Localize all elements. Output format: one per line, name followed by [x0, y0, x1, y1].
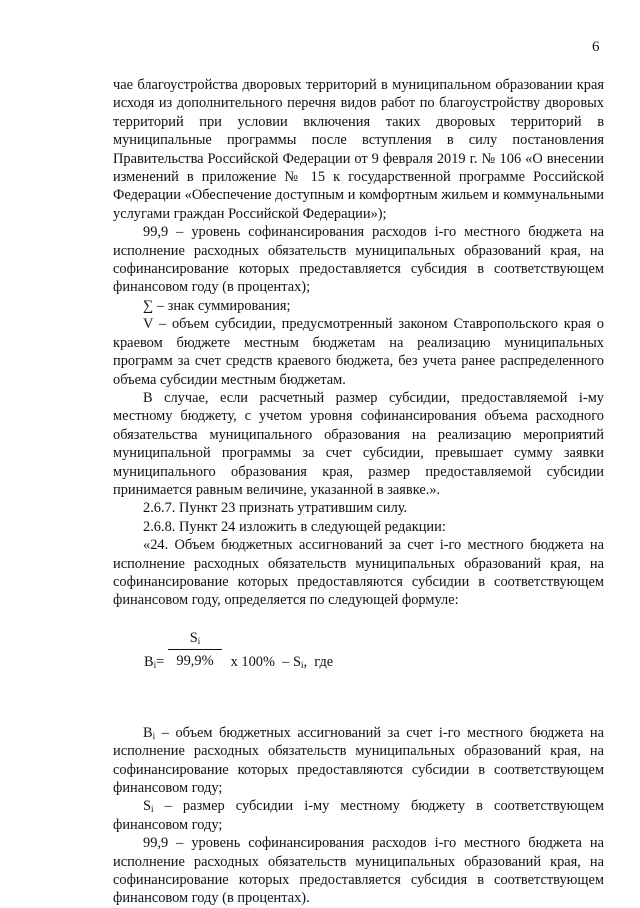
definition-subscript: i: [151, 804, 154, 815]
formula-rhs-subscript: i: [300, 659, 304, 670]
definition-text: – размер субсидии i-му местному бюджету в соответствующем финансовом году;: [113, 798, 604, 833]
definition-text: 99,9 – уровень софинансирования расходов i-го местного бюджета на исполнение расходных обязательств муниципальных образований края, на софинансирование которых предоставляется субсидия в соответствующем финансовом году (в процентах).: [113, 835, 604, 907]
formula-rhs-tail: , где: [303, 653, 334, 670]
formula-fraction: [168, 629, 222, 670]
formula-rhs: [227, 653, 333, 671]
fraction-bar: [168, 649, 222, 650]
definition-symbol: B: [143, 724, 153, 741]
definition-b: [113, 724, 604, 798]
formula-lhs: [144, 653, 164, 671]
formula-lhs-subscript: i: [153, 659, 157, 670]
formula-numerator-subscript: i: [197, 635, 201, 646]
paragraph: 2.6.8. Пункт 24 изложить в следующей редакции:: [143, 518, 446, 535]
formula: [113, 620, 604, 698]
paragraph: «24. Объем бюджетных ассигнований за счет i-го местного бюджета на исполнение расходных обязательств муниципальных образований края, на софинансирование которых предоставляются субсидии в соответствующем финансовом году, определяется по следующей формуле:: [113, 537, 604, 609]
paragraph: 99,9 – уровень софинансирования расходов i-го местного бюджета на исполнение расходных обязательств муниципальных образований края, на софинансирование которых предоставляется субсидия в соответствующем финансовом году (в процентах);: [113, 224, 604, 296]
formula-rhs-mult: x 100% – S: [227, 653, 301, 670]
definition-s: [113, 797, 604, 834]
definition-text: – объем бюджетных ассигнований за счет i-го местного бюджета на исполнение расходных обязательств муниципальных образований края, на софинансирование которых предоставляются субсидии в соответствующем финансовом году;: [113, 724, 604, 796]
paragraph: В случае, если расчетный размер субсидии, предоставляемой i-му местному бюджету, с учетом уровня софинансирования объема расходного обязательства муниципального образования на реализацию мероприятий муниципальной программы за счет субсидии, превышает сумму заявки муниципального образования края, размер предоставляемой субсидии принимается равным величине, указанной в заявке.».: [113, 389, 604, 498]
definition-symbol: S: [143, 798, 152, 815]
formula-numerator: [168, 629, 222, 648]
formula-denominator: 99,9%: [176, 652, 214, 669]
formula-equals: =: [156, 653, 165, 670]
paragraph: ∑ – знак суммирования;: [143, 297, 291, 314]
definition-cofinancing: [113, 834, 604, 908]
formula-lhs-letter: B: [144, 653, 154, 670]
document-body: [113, 76, 604, 908]
page-number: 6: [592, 39, 600, 55]
formula-numerator-letter: S: [189, 629, 198, 646]
spacer: [113, 698, 604, 724]
paragraph: V – объем субсидии, предусмотренный законом Ставропольского края о краевом бюджете местным бюджетам на реализацию муниципальных программ за счет средств краевого бюджета, без учета ранее распределенного объема субсидии местным бюджетам.: [113, 316, 604, 388]
definition-subscript: i: [152, 730, 156, 741]
paragraph: чае благоустройства дворовых территорий в муниципальном образовании края исходя из дополнительного перечня видов работ по благоустройству дворовых территорий при условии включения таких дворовых территорий в муниципальные программы после вступления в силу постановления Правительства Российской Федерации от 9 февраля 2019 г. № 106 «О внесении изменений в приложение № 15 к государственной программе Российской Федерации «Обеспечение доступным и комфортным жильем и коммунальными услугами граждан Российской Федерации»);: [113, 77, 604, 222]
paragraph: 2.6.7. Пункт 23 признать утратившим силу.: [143, 500, 408, 517]
